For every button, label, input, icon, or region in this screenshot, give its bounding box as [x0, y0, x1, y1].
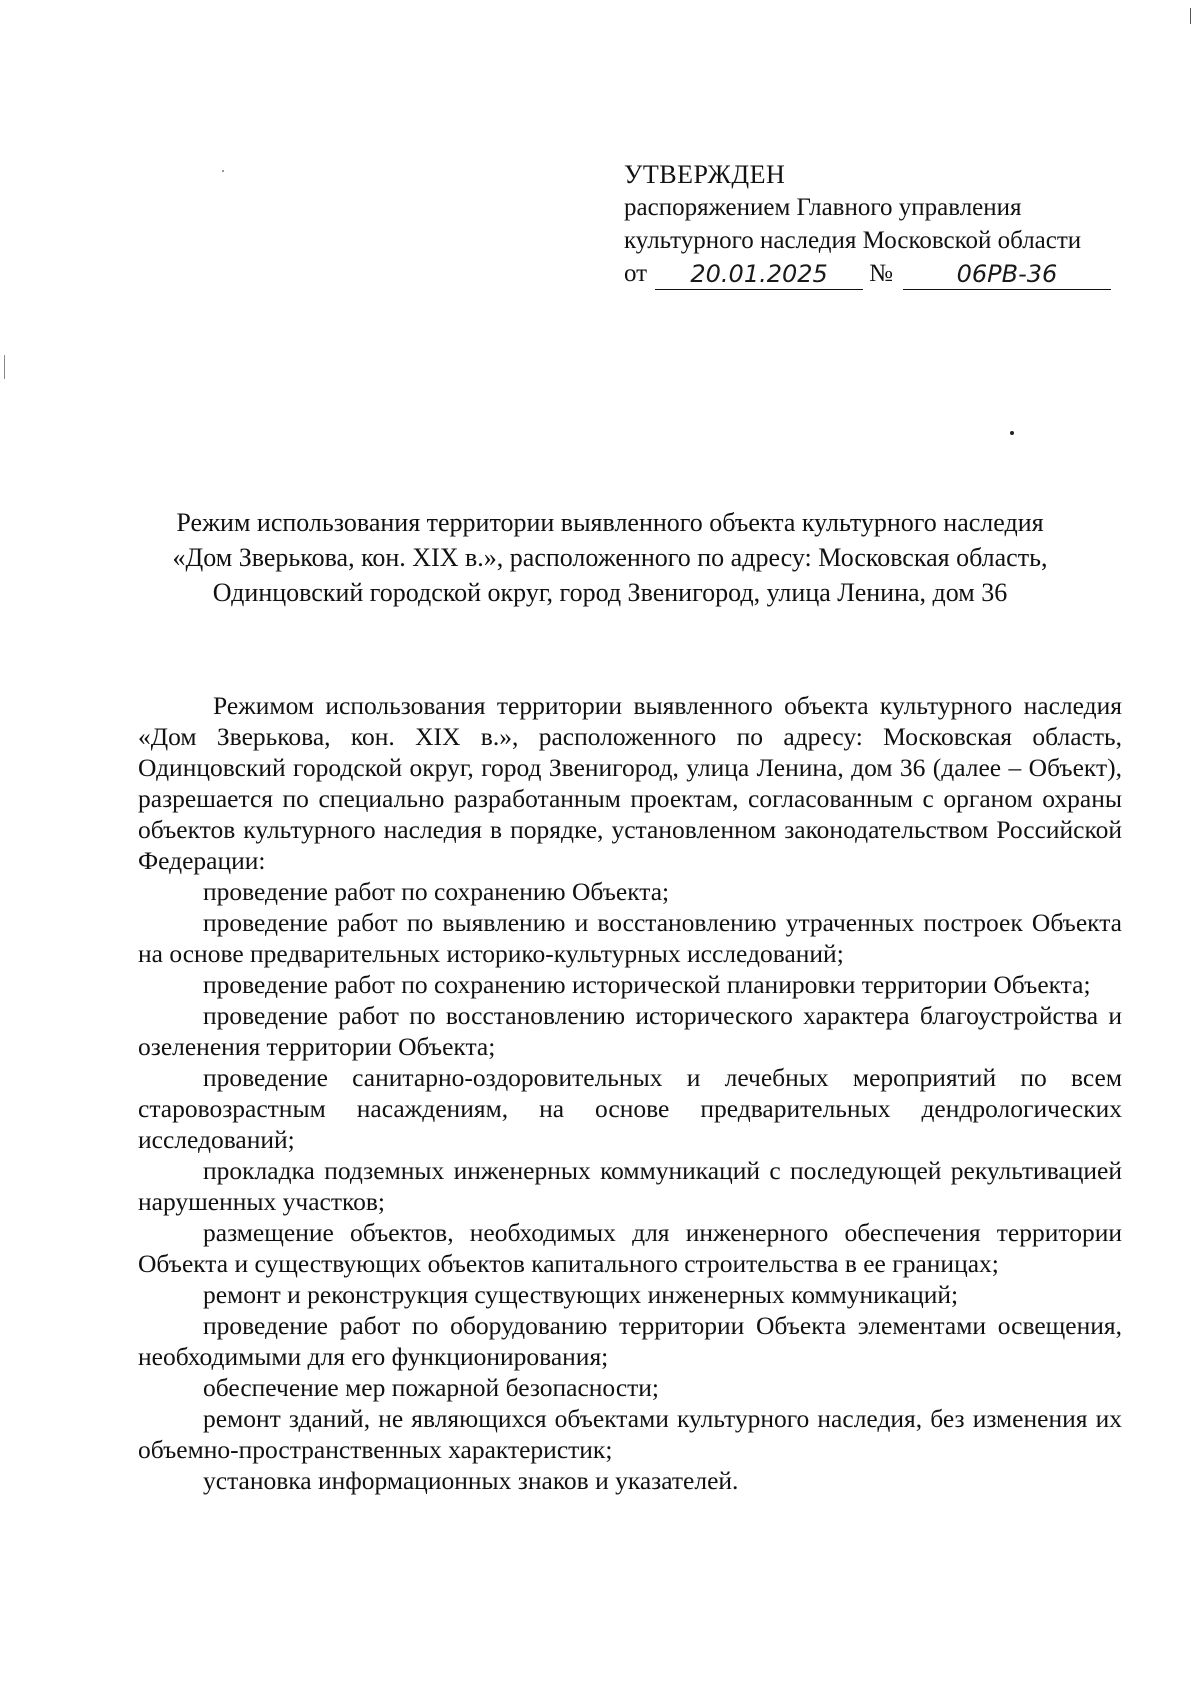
- title-line-3: Одинцовский городской округ, город Звенигород, улица Ленина, дом 36: [212, 578, 1008, 607]
- scan-dot: [1010, 431, 1014, 435]
- list-item: прокладка подземных инженерных коммуникаций с последующей рекультивацией нарушенных участков;: [138, 1156, 1122, 1216]
- list-item: размещение объектов, необходимых для инженерного обеспечения территории Объекта и существующих объектов капитального строительства в ее границах;: [138, 1218, 1122, 1278]
- number-label: №: [869, 260, 893, 287]
- list-item: проведение санитарно-оздоровительных и лечебных мероприятий по всем старовозрастным насаждениям, на основе предварительных дендрологических исследований;: [138, 1063, 1122, 1154]
- scan-edge-mark-left: [4, 355, 5, 379]
- approval-block: [624, 158, 1144, 290]
- intro-paragraph: Режимом использования территории выявленного объекта культурного наследия «Дом Зверькова, кон. XIX в.», расположенного по адресу: Московская область, Одинцовский городской округ, город Звенигород, улица Ленина, дом 36 (далее – Объект), разрешается по специально разработанным проектам, согласованным с органом охраны объектов культурного наследия в порядке, установленном законодательством Российской Федерации:: [138, 691, 1122, 875]
- title-line-2: «Дом Зверькова, кон. XIX в.», расположенного по адресу: Московская область,: [172, 543, 1048, 572]
- list-item: установка информационных знаков и указателей.: [203, 1466, 739, 1495]
- approval-line-2: культурного наследия Московской области: [624, 227, 1082, 254]
- list-item: проведение работ по оборудованию территории Объекта элементами освещения, необходимыми для его функционирования;: [138, 1311, 1122, 1371]
- scan-edge-mark-top: [1190, 8, 1191, 24]
- list-item: обеспечение мер пожарной безопасности;: [203, 1373, 660, 1402]
- list-item: проведение работ по выявлению и восстановлению утраченных построек Объекта на основе предварительных историко-культурных исследований;: [138, 908, 1122, 968]
- list-item: проведение работ по восстановлению исторического характера благоустройства и озеленения территории Объекта;: [138, 1001, 1122, 1061]
- list-item: ремонт зданий, не являющихся объектами культурного наследия, без изменения их объемно-пространственных характеристик;: [138, 1404, 1122, 1464]
- document-body: [138, 690, 1122, 1496]
- approval-line-1: распоряжением Главного управления: [624, 194, 1022, 221]
- scan-speck: [222, 170, 224, 172]
- document-title: [150, 505, 1070, 610]
- list-item: проведение работ по сохранению исторической планировки территории Объекта;: [203, 970, 1091, 999]
- list-item: проведение работ по сохранению Объекта;: [203, 877, 670, 906]
- from-label: от: [624, 260, 648, 287]
- handwritten-date: 20.01.2025: [655, 259, 863, 290]
- approval-date-line: [624, 257, 1144, 290]
- list-item: ремонт и реконструкция существующих инженерных коммуникаций;: [203, 1280, 959, 1309]
- handwritten-number: 06РВ-36: [903, 259, 1111, 290]
- title-line-1: Режим использования территории выявленного объекта культурного наследия: [176, 508, 1044, 537]
- approval-heading: УТВЕРЖДЕН: [624, 160, 786, 189]
